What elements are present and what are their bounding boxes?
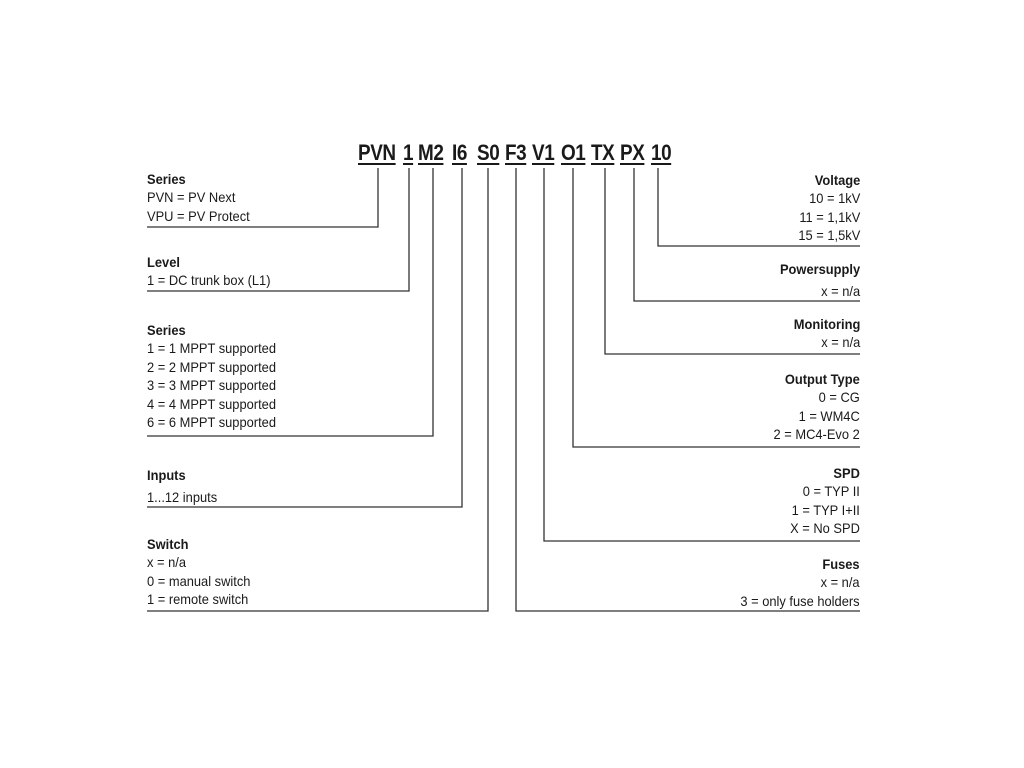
legend-line: x = n/a (820, 334, 860, 351)
legend-fuses (730, 555, 860, 610)
code-segment-switch: S0 (477, 140, 500, 165)
legend-line: x = n/a (820, 574, 860, 591)
legend-line: 4 = 4 MPPT supported (147, 395, 277, 412)
legend-heading: SPD (833, 465, 860, 481)
type-code (0, 140, 1024, 170)
legend-inputs (147, 466, 223, 507)
code-segment-voltage: 10 (651, 140, 672, 165)
legend-line: 0 = TYP II (802, 483, 860, 500)
legend-line: 2 = MC4-Evo 2 (773, 426, 860, 443)
code-segment-spd: V1 (532, 140, 555, 165)
legend-heading: Switch (147, 536, 189, 552)
legend-line: PVN = PV Next (147, 189, 236, 206)
code-segment-level: 1 (403, 140, 414, 165)
legend-line: x = n/a (820, 283, 860, 300)
legend-line: 1 = remote switch (147, 591, 249, 608)
legend-heading: Output Type (785, 371, 860, 387)
legend-line: 2 = 2 MPPT supported (147, 358, 277, 375)
legend-line: 1 = WM4C (798, 407, 860, 424)
legend-line: VPU = PV Protect (147, 207, 250, 224)
legend-powersupply (773, 260, 860, 301)
legend-line: 0 = CG (818, 389, 860, 406)
legend-line: 1 = TYP I+II (791, 501, 860, 518)
code-segment-inputs: I6 (452, 140, 467, 165)
code-segment-mppt: M2 (418, 140, 444, 165)
legend-line: 11 = 1,1kV (799, 208, 860, 225)
legend-line: 3 = only fuse holders (740, 592, 860, 609)
code-segment-output-type: O1 (561, 140, 586, 165)
legend-output-type (766, 370, 860, 444)
legend-heading: Fuses (822, 556, 860, 572)
legend-voltage (793, 171, 860, 245)
legend-spd (784, 464, 860, 538)
legend-line: 1 = DC trunk box (L1) (147, 272, 271, 289)
legend-line: 3 = 3 MPPT supported (147, 377, 277, 394)
legend-line: 0 = manual switch (147, 572, 251, 589)
code-segment-monitoring: TX (591, 140, 615, 165)
legend-heading: Series (147, 171, 186, 187)
legend-heading: Series (147, 322, 186, 338)
legend-heading: Level (147, 254, 180, 270)
legend-line: 10 = 1kV (808, 190, 860, 207)
code-segment-fuses: F3 (505, 140, 527, 165)
legend-monitoring (788, 315, 860, 352)
legend-series (147, 170, 259, 225)
legend-line: X = No SPD (790, 520, 860, 537)
legend-line: 6 = 6 MPPT supported (147, 414, 277, 431)
code-segment-series: PVN (358, 140, 396, 165)
legend-heading: Monitoring (793, 316, 860, 332)
legend-line: x = n/a (147, 554, 187, 571)
legend-heading: Inputs (147, 467, 186, 483)
legend-heading: Powersupply (779, 261, 860, 277)
code-segment-powersupply: PX (620, 140, 645, 165)
legend-heading: Voltage (814, 172, 860, 188)
legend-line: 1...12 inputs (147, 489, 218, 506)
legend-line: 15 = 1,5kV (798, 227, 860, 244)
legend-line: 1 = 1 MPPT supported (147, 340, 277, 357)
legend-level (147, 253, 281, 290)
legend-mppt (147, 321, 287, 431)
legend-switch (147, 535, 259, 609)
